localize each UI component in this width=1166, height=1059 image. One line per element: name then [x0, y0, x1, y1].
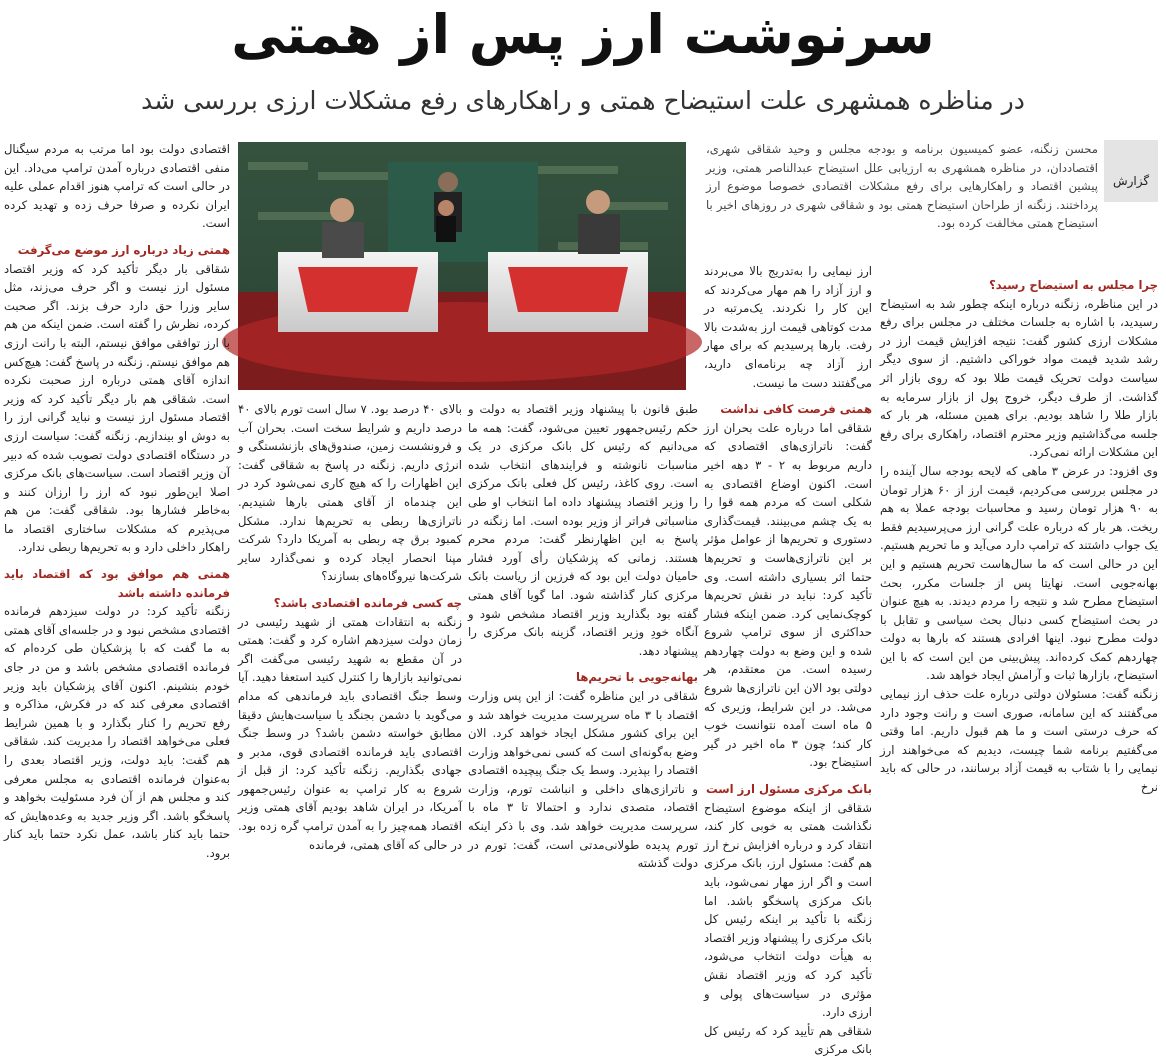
- kicker-box: [1104, 140, 1158, 202]
- body-paragraph: زنگنه تأکید کرد: در دولت سیزدهم فرمانده اقتصادی مشخص نبود و در جلسه‌ای آقای همتی به ما گفت که با پزشکیان طی کرده‌ام که فرمانده اقتصادی مشخص باشد و من در جای خودم بنشینم. اکنون آقای پزشکیان باید وزیر اقتصادی معرفی کند که در فکرش، مذاکره و رفع تحریم را کنار بگذارد و با همین شرایط فعلی می‌خواهد اقتصاد را مدیریت کند. شقاقی هم گفت: باید دولت، وزیر اقتصاد بعدی را به‌عنوان فرمانده اقتصادی به مجلس معرفی کند و مجلس هم از آن فرد مسئولیت بخواهد و پاسخگو باشد. اگر وزیر جدید به وعده‌هایش که حتما باید کنار باشد، عمل نکرد حتما باید کنار برود.: [4, 604, 230, 860]
- body-paragraph: شقاقی اما درباره علت بحران ارز گفت: ناترازی‌های اقتصادی که داریم مربوط به ۲ - ۳ دهه اخیر است. اکنون اوضاع اقتصادی به شکلی است که مردم همه قوا را به یک چشم می‌بینند. قیمت‌گذاری دستوری و تحریم‌ها از عوامل مؤثر بر این ناترازی‌هاست و تحریم‌ها حتما اثر بسیاری داشته است. وی تأکید کرد: نباید در نقش تحریم‌ها کوچک‌نمایی کرد. ضمن اینکه فشار حداکثری از سوی ترامپ شروع شده و این وضع به دولت چهاردهم رسیده است. من معتقدم، هر دولتی بود الان این ناترازی‌ها شروع می‌شد. در این شرایط، وزیری که ۵ ماه است آمده نتوانست خوب کار کند؛ چون ۳ ماه اخیر در گیر استیضاح بود.: [704, 420, 872, 770]
- article-column-3: [468, 400, 698, 892]
- article-column-2: [704, 262, 872, 1057]
- body-paragraph: شقاقی هم تأیید کرد که رئیس کل بانک مرکزی: [704, 1023, 872, 1057]
- section-heading: بهانه‌جویی با تحریم‌ها: [576, 670, 698, 685]
- headline: سرنوشت ارز پس از همتی: [231, 3, 935, 66]
- body-paragraph: زنگنه گفت: مسئولان دولتی درباره علت حذف ارز نیمایی می‌گفتند که این سامانه، صوری است و رانت وجود دارد که حرف درستی است و ما هم قبول داریم. اما وقتی می‌گفتیم برنامه شما چیست، دیدیم که می‌خواهند ارز نیمایی را با شتاب به قیمت آزاد برسانند، در حالی که باید نرخ: [880, 687, 1158, 795]
- section-heading: چرا مجلس به استیضاح رسید؟: [989, 278, 1158, 292]
- section-heading: همتی زیاد درباره ارز موضع می‌گرفت: [17, 242, 230, 257]
- body-paragraph: شقاقی در این مناظره گفت: از این پس وزارت اقتصاد با ۳ ماه سرپرست مدیریت خواهد شد و این برای کشور مشکل ایجاد خواهد کرد. الان وضع به‌گونه‌ای است که کسی نمی‌خواهد وزارت اقتصاد را بپذیرد. وسط یک جنگ پیچیده اقتصادی و ناترازی‌های داخلی و انباشت تورم، وزارت اقتصاد، متصدی ندارد و احتمالا تا ۳ ماه با سرپرست مدیریت خواهد شد. وی با ذکر اینکه تورم پدیده طولانی‌مدتی است، گفت: تورم در دولت گذشته: [468, 688, 698, 871]
- body-paragraph: اقتصادی دولت بود اما مرتب به مردم سیگنال منفی اقتصادی درباره آمدن ترامپ می‌داد. این در حالی است که ترامپ هنوز اقدام عملی علیه ایران نکرده و صرفا حرف زده و تهدید کرده است.: [4, 142, 230, 231]
- body-paragraph: زنگنه به انتقادات همتی از شهید رئیسی در زمان دولت سیزدهم اشاره کرد و گفت: همتی در آن مقطع به شهید رئیسی می‌گفت اگر نمی‌توانید بازارها را کنترل کنید استعفا دهید. آیا وسط جنگ اقتصادی باید فرماندهی که مدام می‌گوید با دشمن بجنگد یا سیاست‌هایش دقیقا مطابق خواسته دشمن باشد؟ در وسط جنگ اقتصادی باید فرمانده اقتصادی قوی، مدبر و جهادی بگذاریم. زنگنه تأکید کرد: از قبل از شروع به کار ترامپ به عنوان رئیس‌جمهور آمریکا، در ایران شاهد بودیم آقای همتی وزیر اقتصاد همه‌چیز را به آمدن ترامپ گره زده بود. در حالی که آقای همتی، فرمانده: [238, 614, 462, 852]
- section-heading: همتی فرصت کافی نداشت: [720, 402, 872, 417]
- kicker-label: گزارش: [1112, 174, 1150, 188]
- article-column-4: [238, 400, 462, 892]
- body-paragraph: بالای ۴۰ درصد بود. ۷ سال است تورم بالای ۴۰ درصد داریم و شرایط سخت است. بحران آب و فرونشست زمین، صندوق‌های بازنشستگی و انرژی داریم. زنگنه در پاسخ به شقاقی گفت: این اظهارات را که هیچ کاری نمی‌شود کرد در این چندماه از آقای همتی بارها شنیدیم. ناترازی‌ها ربطی به تحریم‌ها ندارد. مشکل کمبود برق چه ربطی به آمریکا دارد؟ شرکت مپنا انحصار ایجاد کرده و نمی‌گذارد سایر شرکت‌ها نیروگاه‌های بسازند؟: [238, 402, 462, 584]
- section-heading: همتی هم موافق بود که اقتصاد باید فرمانده داشته باشد: [4, 567, 230, 600]
- body-paragraph: شقاقی بار دیگر تأکید کرد که وزیر اقتصاد مسئول ارز نیست و اگر حرف می‌زند، مثل سایر وزرا حق دارد حرف بزند. اگر صحبت کرده، نظرش را گفته است. ضمن اینکه من هم با ارز توافقی موافق نیستم، البته با رانت ارزی هم موافق نیستم. زنگنه در پاسخ گفت: هیچ‌کس اندازه آقای همتی درباره ارز صحبت نکرده است. شقاقی هم بار دیگر تأکید کرد که وزیر اقتصاد مسئول ارز نیست و نباید گرانی ارز را به دوش او بیندازیم. زنگنه گفت: سیاست ارزی در دستگاه اقتصادی دولت تصویب شده که دبیر آن وزیر اقتصاد است. سیاست‌های بانک مرکزی اصلا این‌طور نبود که ارز را ارزان کنند و به‌خاطر فشارها بود. شقاقی گفت: من هم می‌پذیرم که مشکلات ساختاری اقتصاد ما راهکار داخلی دارد و به تحریم‌ها ربطی ندارد.: [4, 261, 230, 555]
- body-paragraph: در این مناظره، زنگنه درباره اینکه چطور شد به استیضاح رسیدید، با اشاره به جلسات مختلف در مجلس برای رفع مشکلات ارزی کشور گفت: نتیجه افزایش قیمت ارز در رشد شدید قیمت مواد خوراکی داشتیم. از سوی دیگر سیاست دولت تحریک قیمت طلا بود که روی بازار اثر گذاشت. از طرف دیگر، خروج پول از بازار سرمایه به بازار طلا را شاهد بودیم. برای همین مسئله، هر بار که جلسه می‌گذاشتیم وزیر محترم اقتصاد، راهکاری برای رفع این مشکلات ارائه نمی‌کرد.: [880, 296, 1158, 460]
- article-column-5: [4, 140, 230, 892]
- body-paragraph: طبق قانون با پیشنهاد وزیر اقتصاد به دولت و حکم رئیس‌جمهور تعیین می‌شود، گفت: همه ما می‌دانیم که رئیس کل بانک مرکزی در یک مناسبات نانوشته و فرایندهای انتخاب شده است. روی کاغذ، رئیس کل فعلی بانک مرکزی را وزیر اقتصاد پیشنهاد داده اما انتخاب او طی مناسباتی فراتر از وزیر بوده است. اما زنگنه در پاسخ به این اظهارنظر گفت: مردم محرم هستند. زمانی که پزشکیان رأی آورد فشار حامیان دولت این بود که فرزین از ریاست بانک مرکزی کنار گذاشته شود. اما گویا آقای همتی گفته بود بگذارید وزیر اقتصاد مشخص شود و آنگاه خودِ وزیر اقتصاد، گزینه بانک مرکزی را پیشنهاد دهد.: [468, 402, 698, 658]
- body-paragraph: شقاقی از اینکه موضوع استیضاح نگذاشت همتی به خوبی کار کند، انتقاد کرد و درباره افزایش نرخ ارز هم گفت: مسئول ارز، بانک مرکزی است و اگر ارز مهار نمی‌شود، باید بانک مرکزی پاسخگو باشد. اما زنگنه با تأکید بر اینکه رئیس کل بانک مرکزی را پیشنهاد وزیر اقتصاد به هیأت دولت انتخاب می‌شود، تأکید کرد که وزیر اقتصاد نقش مؤثری در سیاست‌های پولی و ارزی دارد.: [704, 800, 872, 1020]
- intro-paragraph: محسن زنگنه، عضو کمیسیون برنامه و بودجه مجلس و وحید شقاقی شهری، اقتصاددان، در مناظره همشهری به ارزیابی علل استیضاح عبدالناصر همتی، وزیر پیشین اقتصاد و راهکارهایی برای رفع مشکلات اقتصادی خصوصا موضوع ارز پرداختند. زنگنه از طراحان استیضاح همتی بود و شقاقی شهری در روزهای اخیر با استیضاح همتی مخالفت کرده بود.: [706, 142, 1098, 231]
- debate-photo: [238, 142, 686, 390]
- body-paragraph: وی افزود: در عرض ۳ ماهی که لایحه بودجه سال آینده را در مجلس بررسی می‌کردیم، قیمت ارز از ۶۰ هزار تومان به ۹۰ هزار تومان رسید و محاسبات بودجه عملا به هم ریخت. هر بار که درباره علت گرانی ارز می‌پرسیدیم فقط یک جواب داشتند که ترامپ دارد می‌آید و ما تحریم هستیم. این در حالی است که ما سال‌هاست تحریم هستیم و این بهانه‌جویی است. نهایتا پس از جلسات مکرر، بحث استیضاح مطرح شد و نتیجه را مردم دیدند. به هیچ عنوان در بحث استیضاح کسی دنبال بحث سیاسی و تقابل با دولت مطرح نبود. اینها افرادی هستند که بارها به دولت چهاردهم کمک کرده‌اند. پیش‌بینی من این است که با این استیضاح، بازارها ثبات و آرامش ایجاد خواهد شد.: [880, 463, 1158, 683]
- subheadline: در مناظره همشهری علت استیضاح همتی و راهکارهای رفع مشکلات ارزی بررسی شد: [141, 86, 1025, 115]
- article-column-1: [880, 268, 1158, 892]
- section-heading: چه کسی فرمانده اقتصادی باشد؟: [273, 595, 462, 610]
- section-heading: بانک مرکزی مسئول ارز است: [705, 782, 872, 797]
- body-paragraph: ارز نیمایی را به‌تدریج بالا می‌بردند و ارز آزاد را هم مهار می‌کردند که این کار را نکردند. یک‌مرتبه در مدت کوتاهی قیمت ارز به‌شدت بالا رفت. بارها پرسیدیم که برای مهار ارز آزاد چه برنامه‌ای دارید، می‌گفتند دست ما نیست.: [704, 264, 872, 390]
